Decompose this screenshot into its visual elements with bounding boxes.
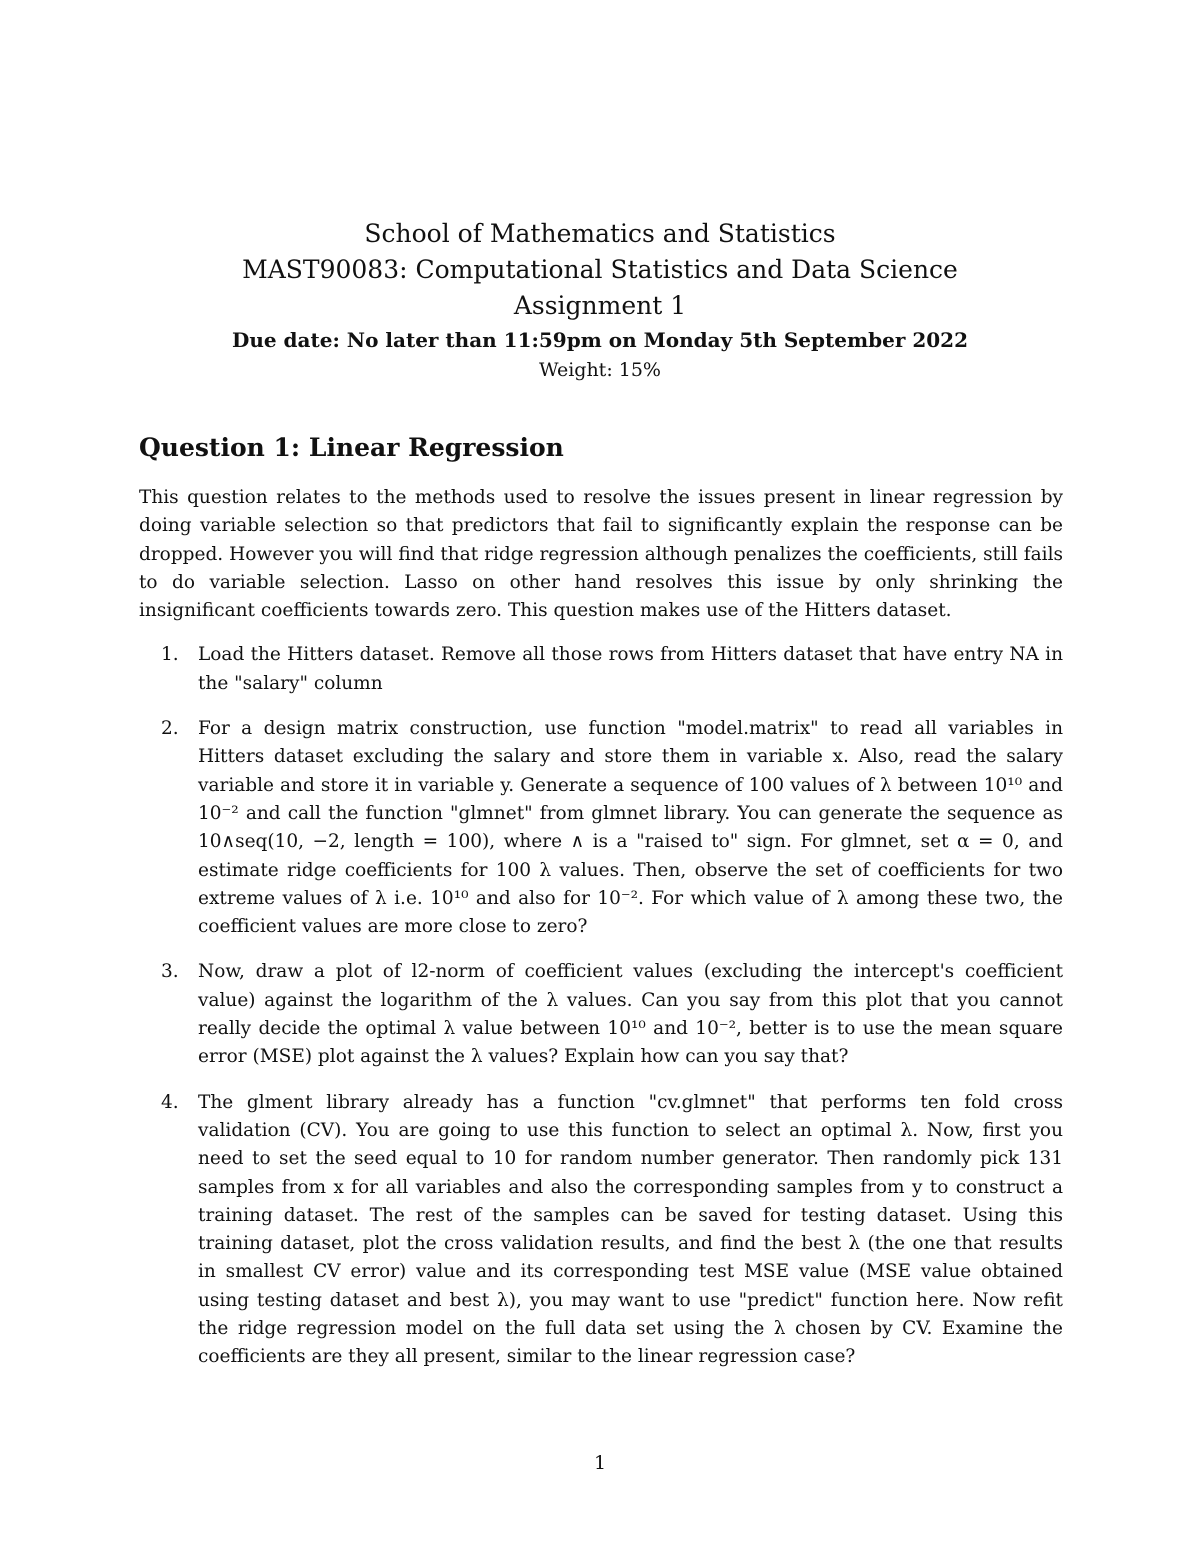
list-item [139, 715, 1063, 941]
weight: Weight: 15% [538, 359, 661, 381]
school-name: School of Mathematics and Statistics [364, 219, 836, 248]
question-items [139, 641, 1063, 1371]
list-item [139, 641, 1063, 698]
item-number: 1. [161, 644, 179, 666]
question-title: Question 1: Linear Regression [139, 433, 564, 462]
item-number: 3. [161, 961, 179, 983]
list-item [139, 958, 1063, 1071]
question-intro: This question relates to the methods used to resolve the issues present in linear regression by doing variable selection so that predictors that fail to significantly explain the response can be dropped. However you will find that ridge regression although penalizes the coefficients, still fails to do variable selection. Lasso on other hand resolves this issue by only shrinking the insignificant coefficients towards zero. This question makes use of the Hitters dataset. [139, 487, 1063, 622]
item-text: Now, draw a plot of l2-norm of coefficient values (excluding the intercept's coefficient value) against the logarithm of the λ values. Can you say from this plot that you cannot really decide the optimal λ value between 10¹⁰ and 10⁻², better is to use the mean square error (MSE) plot against the λ values? Explain how can you say that? [198, 961, 1063, 1068]
item-number: 4. [161, 1091, 179, 1113]
assignment-title: Assignment 1 [513, 291, 687, 320]
item-text: Load the Hitters dataset. Remove all those rows from Hitters dataset that have entry NA in the "salary" column [198, 644, 1063, 694]
item-text: The glment library already has a function "cv.glmnet" that performs ten fold cross validation (CV). You are going to use this function to select an optimal λ. Now, first you need to set the seed equal to 10 for random number generator. Then randomly pick 131 samples from x for all variables and also the corresponding samples from y to construct a training dataset. The rest of the samples can be saved for testing dataset. Using this training dataset, plot the cross validation results, and find the best λ (the one that results in smallest CV error) value and its corresponding test MSE value (MSE value obtained using testing dataset and best λ), you may want to use "predict" function here. Now refit the ridge regression model on the full data set using the λ chosen by CV. Examine the coefficients are they all present, similar to the linear regression case? [198, 1091, 1063, 1368]
item-number: 2. [161, 718, 179, 740]
course-title: MAST90083: Computational Statistics and Data Science [242, 255, 958, 284]
question-section [139, 430, 1063, 1389]
item-text: For a design matrix construction, use function "model.matrix" to read all variables in Hitters dataset excluding the salary and store them in variable x. Also, read the salary variable and store it in variable y. Generate a sequence of 100 values of λ between 10¹⁰ and 10⁻² and call the function "glmnet" from glmnet library. You can generate the sequence as 10∧seq(10, −2, length = 100), where ∧ is a "raised to" sign. For glmnet, set α = 0, and estimate ridge coefficients for 100 λ values. Then, observe the set of coefficients for two extreme values of λ i.e. 10¹⁰ and also for 10⁻². For which value of λ among these two, the coefficient values are more close to zero? [198, 718, 1063, 938]
list-item [139, 1089, 1063, 1372]
page-number: 1 [593, 1452, 607, 1474]
document-header [0, 216, 1200, 385]
due-date: Due date: No later than 11:59pm on Monday 5th September 2022 [231, 328, 969, 352]
